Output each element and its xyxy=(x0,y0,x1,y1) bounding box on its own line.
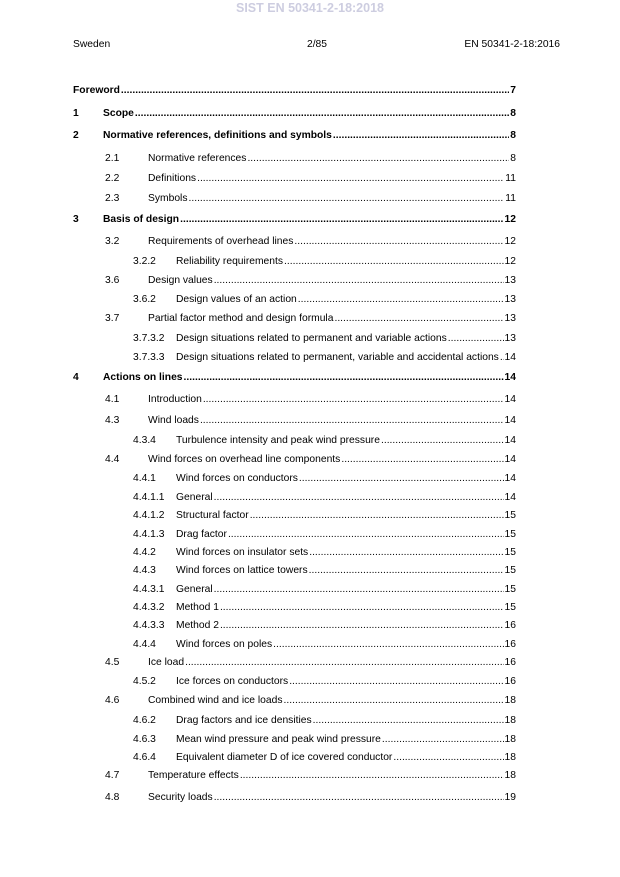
header-country: Sweden xyxy=(73,39,111,50)
toc-number: 4.1 xyxy=(105,394,120,405)
toc-page: 8 xyxy=(510,153,516,164)
toc-title: Method 1 xyxy=(176,602,219,613)
toc-number: 4.3 xyxy=(105,415,120,426)
toc-number: 4.8 xyxy=(105,792,120,803)
toc-title: Actions on lines xyxy=(103,372,183,383)
toc-title: Wind forces on lattice towers xyxy=(176,565,308,576)
toc-number: 1 xyxy=(73,108,79,119)
toc-page: 16 xyxy=(504,620,516,631)
toc-number: 4.4.3.2 xyxy=(133,602,165,613)
dot-leader xyxy=(214,274,504,287)
toc-title: Combined wind and ice loads xyxy=(148,695,283,706)
toc-entry-4-7[interactable] xyxy=(73,769,516,782)
toc-entry-4-4[interactable] xyxy=(73,453,516,466)
toc-page: 18 xyxy=(504,695,516,706)
dot-leader xyxy=(273,638,503,651)
toc-number: 3 xyxy=(73,214,79,225)
toc-page: 8 xyxy=(510,130,516,141)
toc-number: 4.5.2 xyxy=(133,676,156,687)
toc-page: 18 xyxy=(504,752,516,763)
toc-title: General xyxy=(176,584,213,595)
toc-entry-4-4-3-3[interactable] xyxy=(73,619,516,632)
toc-title: Temperature effects xyxy=(148,770,239,781)
toc-page: 8 xyxy=(510,108,516,119)
toc-title: Design situations related to permanent and variable actions xyxy=(176,333,447,344)
toc-number: 4.4.1 xyxy=(133,473,156,484)
dot-leader xyxy=(121,84,509,97)
watermark: SIST EN 50341-2-18:2018 xyxy=(235,1,384,15)
toc-page: 14 xyxy=(504,454,516,465)
toc-page: 11 xyxy=(505,193,516,204)
toc-entry-4-5[interactable] xyxy=(73,656,516,669)
dot-leader xyxy=(228,528,504,541)
toc-title: Basis of design xyxy=(103,214,180,225)
toc-page: 15 xyxy=(504,547,516,558)
toc-page: 15 xyxy=(504,602,516,613)
toc-title: Wind loads xyxy=(148,415,199,426)
toc-entry-4-1[interactable] xyxy=(73,393,516,406)
dot-leader xyxy=(214,791,504,804)
toc-number: 4.6 xyxy=(105,695,120,706)
dot-leader xyxy=(289,675,503,688)
toc-title: Design values xyxy=(148,275,213,286)
toc-title: Definitions xyxy=(148,173,197,184)
toc-page: 13 xyxy=(504,275,516,286)
dot-leader xyxy=(393,751,503,764)
toc-page: 12 xyxy=(504,236,516,247)
toc-entry-4-4-1[interactable] xyxy=(73,472,516,485)
toc-title: Symbols xyxy=(148,193,188,204)
toc-number: 2.3 xyxy=(105,193,120,204)
toc-title: Method 2 xyxy=(176,620,219,631)
dot-leader xyxy=(333,129,509,142)
toc-entry-4-6-4[interactable] xyxy=(73,751,516,764)
toc-entry-4-6-2[interactable] xyxy=(73,714,516,727)
toc-entry-2-2[interactable] xyxy=(73,172,516,185)
toc-page: 11 xyxy=(505,173,516,184)
toc-entry-4-3[interactable] xyxy=(73,414,516,427)
toc-number: 3.2.2 xyxy=(133,256,156,267)
dot-leader xyxy=(220,601,504,614)
toc-entry-2-1[interactable] xyxy=(73,152,516,165)
toc-entry-4-5-2[interactable] xyxy=(73,675,516,688)
dot-leader xyxy=(250,509,504,522)
toc-entry-4[interactable] xyxy=(73,371,516,384)
toc-title: Foreword xyxy=(73,85,120,96)
toc-page: 14 xyxy=(504,473,516,484)
dot-leader xyxy=(298,293,504,306)
dot-leader xyxy=(220,619,504,632)
toc-page: 12 xyxy=(504,256,516,267)
dot-leader xyxy=(309,564,504,577)
toc-page: 13 xyxy=(504,333,516,344)
toc-entry-4-4-3-2[interactable] xyxy=(73,601,516,614)
dot-leader xyxy=(284,694,504,707)
toc-title: Design situations related to permanent, variable and accidental actions xyxy=(176,352,499,363)
dot-leader xyxy=(185,656,503,669)
toc-number: 4.4 xyxy=(105,454,120,465)
toc-entry-4-4-4[interactable] xyxy=(73,638,516,651)
toc-entry-4-6-3[interactable] xyxy=(73,733,516,746)
toc-page: 14 xyxy=(504,372,516,383)
toc-number: 4.5 xyxy=(105,657,120,668)
toc-title: General xyxy=(176,492,213,503)
toc-title: Wind forces on poles xyxy=(176,639,273,650)
toc-title: Normative references, definitions and symbols xyxy=(103,130,332,141)
toc-number: 3.6 xyxy=(105,275,120,286)
toc-number: 4.4.2 xyxy=(133,547,156,558)
toc-page: 14 xyxy=(504,394,516,405)
toc-number: 4.4.1.2 xyxy=(133,510,165,521)
toc-number: 3.6.2 xyxy=(133,294,156,305)
toc-page: 16 xyxy=(504,676,516,687)
dot-leader xyxy=(448,332,504,345)
toc-title: Scope xyxy=(103,108,134,119)
toc-number: 4.4.3.1 xyxy=(133,584,165,595)
dot-leader xyxy=(197,172,504,185)
toc-title: Wind forces on overhead line components xyxy=(148,454,341,465)
toc-title: Ice load xyxy=(148,657,185,668)
toc-title: Mean wind pressure and peak wind pressure xyxy=(176,734,381,745)
toc-page: 18 xyxy=(504,770,516,781)
toc-page: 15 xyxy=(504,565,516,576)
header-page-number: 2/85 xyxy=(306,39,328,50)
toc-title: Normative references xyxy=(148,153,247,164)
dot-leader xyxy=(381,434,504,447)
toc-entry-4-4-3[interactable] xyxy=(73,564,516,577)
toc-entry-4-4-1-3[interactable] xyxy=(73,528,516,541)
toc-entry-4-6[interactable] xyxy=(73,694,516,707)
dot-leader xyxy=(180,213,503,226)
dot-leader xyxy=(382,733,504,746)
toc-page: 13 xyxy=(504,294,516,305)
toc-page: 14 xyxy=(504,492,516,503)
toc-entry-2[interactable] xyxy=(73,129,516,142)
dot-leader xyxy=(284,255,504,268)
toc-title: Wind forces on insulator sets xyxy=(176,547,309,558)
toc-number: 4.6.3 xyxy=(133,734,156,745)
toc-page: 7 xyxy=(510,85,516,96)
toc-number: 2 xyxy=(73,130,79,141)
dot-leader xyxy=(214,491,504,504)
toc-number: 2.1 xyxy=(105,153,120,164)
toc-entry-4-4-3-1[interactable] xyxy=(73,583,516,596)
toc-entry-3-2-2[interactable] xyxy=(73,255,516,268)
toc-title: Structural factor xyxy=(176,510,249,521)
toc-title: Requirements of overhead lines xyxy=(148,236,294,247)
toc-page: 15 xyxy=(504,510,516,521)
toc-number: 4.3.4 xyxy=(133,435,156,446)
toc-number: 4.4.3 xyxy=(133,565,156,576)
toc-entry-4-4-1-1[interactable] xyxy=(73,491,516,504)
toc-number: 3.7.3.3 xyxy=(133,352,165,363)
header-standard-id: EN 50341-2-18:2016 xyxy=(464,39,560,50)
dot-leader xyxy=(294,235,503,248)
toc-page: 12 xyxy=(504,214,516,225)
toc-page: 16 xyxy=(504,657,516,668)
toc-title: Design values of an action xyxy=(176,294,297,305)
toc-entry-1[interactable] xyxy=(73,107,516,120)
toc-number: 4.4.4 xyxy=(133,639,156,650)
dot-leader xyxy=(334,312,503,325)
toc-number: 3.7.3.2 xyxy=(133,333,165,344)
toc-title: Partial factor method and design formula xyxy=(148,313,334,324)
toc-title: Turbulence intensity and peak wind pressure xyxy=(176,435,380,446)
toc-title: Drag factors and ice densities xyxy=(176,715,312,726)
toc-title: Ice forces on conductors xyxy=(176,676,289,687)
dot-leader xyxy=(188,192,504,205)
toc-page: 16 xyxy=(504,639,516,650)
toc-entry-3-2[interactable] xyxy=(73,235,516,248)
toc-number: 4.6.4 xyxy=(133,752,156,763)
toc-entry-4-4-1-2[interactable] xyxy=(73,509,516,522)
toc-page: 18 xyxy=(504,715,516,726)
toc-entry-3-6[interactable] xyxy=(73,274,516,287)
dot-leader xyxy=(313,714,504,727)
toc-page: 14 xyxy=(504,415,516,426)
toc-entry-3-6-2[interactable] xyxy=(73,293,516,306)
toc-number: 3.2 xyxy=(105,236,120,247)
toc-number: 4 xyxy=(73,372,79,383)
toc-title: Introduction xyxy=(148,394,202,405)
toc-entry-2-3[interactable] xyxy=(73,192,516,205)
dot-leader xyxy=(247,152,509,165)
toc-entry-3-7[interactable] xyxy=(73,312,516,325)
dot-leader xyxy=(240,769,504,782)
toc-page: 18 xyxy=(504,734,516,745)
dot-leader xyxy=(200,414,504,427)
toc-number: 4.4.1.1 xyxy=(133,492,165,503)
toc-page: 14 xyxy=(504,352,516,363)
toc-page: 14 xyxy=(504,435,516,446)
toc-number: 2.2 xyxy=(105,173,120,184)
toc-number: 4.7 xyxy=(105,770,120,781)
dot-leader xyxy=(309,546,503,559)
toc-entry-3[interactable] xyxy=(73,213,516,226)
dot-leader xyxy=(184,371,504,384)
toc-page: 19 xyxy=(504,792,516,803)
toc-entry-4-3-4[interactable] xyxy=(73,434,516,447)
dot-leader xyxy=(135,107,509,120)
toc-entry-3-7-3-2[interactable] xyxy=(73,332,516,345)
toc-title: Drag factor xyxy=(176,529,227,540)
toc-number: 4.4.1.3 xyxy=(133,529,165,540)
toc-title: Security loads xyxy=(148,792,213,803)
toc-title: Equivalent diameter D of ice covered conductor xyxy=(176,752,393,763)
toc-title: Wind forces on conductors xyxy=(176,473,298,484)
toc-number: 4.4.3.3 xyxy=(133,620,165,631)
dot-leader xyxy=(500,351,504,364)
toc-number: 3.7 xyxy=(105,313,120,324)
toc-title: Reliability requirements xyxy=(176,256,284,267)
toc-entry-foreword[interactable] xyxy=(73,84,516,97)
dot-leader xyxy=(341,453,503,466)
dot-leader xyxy=(299,472,504,485)
toc-entry-4-8[interactable] xyxy=(73,791,516,804)
toc-page: 13 xyxy=(504,313,516,324)
toc-entry-3-7-3-3[interactable] xyxy=(73,351,516,364)
toc-page: 15 xyxy=(504,584,516,595)
toc-number: 4.6.2 xyxy=(133,715,156,726)
dot-leader xyxy=(214,583,504,596)
dot-leader xyxy=(203,393,504,406)
toc-page: 15 xyxy=(504,529,516,540)
toc-entry-4-4-2[interactable] xyxy=(73,546,516,559)
